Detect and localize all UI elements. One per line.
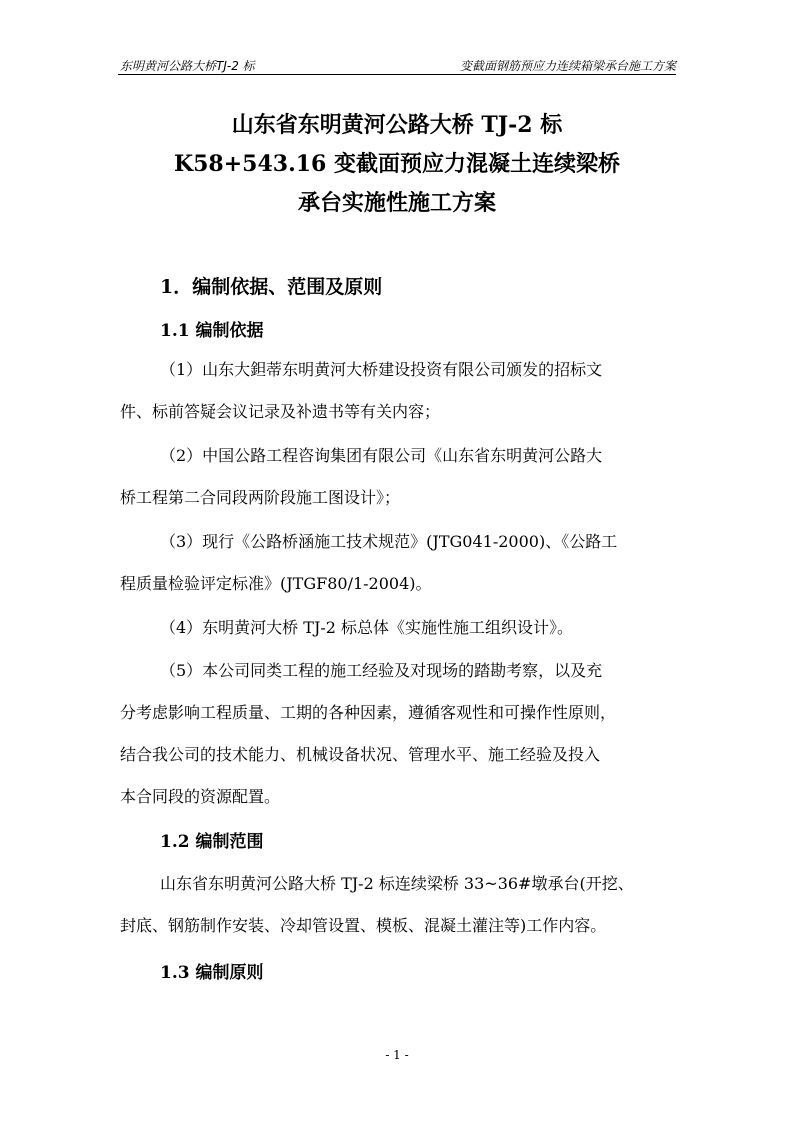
document-title-line-2: K58+543.16 变截面预应力混凝土连续梁桥 [173,151,621,177]
basis-item-4 [120,607,676,649]
basis-item-5 [120,650,676,818]
basis-item-5-line-4: 本合同段的资源配置。 [120,787,281,806]
basis-item-1 [120,349,676,433]
basis-item-5-line-1: （5）本公司同类工程的施工经验及对现场的踏勘考察，以及充 [160,661,603,680]
basis-item-2 [120,435,676,519]
header-divider [118,74,676,75]
header-left-text: 东明黄河公路大桥TJ-2 标 [120,59,255,73]
basis-item-2-line-1: （2）中国公路工程咨询集团有限公司《山东省东明黄河公路大 [160,446,603,465]
basis-item-3-line-1: （3）现行《公路桥涵施工技术规范》(JTG041-2000)、《公路工 [160,532,618,551]
basis-item-5-line-3: 结合我公司的技术能力、机械设备状况、管理水平、施工经验及投入 [120,745,601,764]
scope-line-1: 山东省东明黄河公路大桥 TJ-2 标连续梁桥 33~36#墩承台(开挖、 [160,874,634,893]
section-1-2-heading: 1.2 编制范围 [160,832,264,852]
basis-item-4-line-1: （4）东明黄河大桥 TJ-2 标总体《实施性施工组织设计》。 [160,618,574,637]
section-1-heading: 1．编制依据、范围及原则 [160,276,383,298]
header-right-text: 变截面钢筋预应力连续箱梁承台施工方案 [459,59,676,73]
document-title-line-3: 承台实施性施工方案 [297,190,496,216]
document-title-line-1: 山东省东明黄河公路大桥 TJ-2 标 [231,112,563,138]
scope-line-2: 封底、钢筋制作安装、冷却管设置、模板、混凝土灌注等)工作内容。 [120,916,607,935]
basis-item-3-line-2: 程质量检验评定标准》(JTGF80/1-2004)。 [120,574,432,593]
page-number: - 1 - [385,1048,409,1062]
basis-item-1-line-1: （1）山东大鉭蒂东明黄河大桥建设投资有限公司颁发的招标文 [160,360,603,379]
basis-item-1-line-2: 件、标前答疑会议记录及补遗书等有关内容； [120,402,441,421]
scope-paragraph [120,863,676,947]
section-1-1-heading: 1.1 编制依据 [160,321,264,341]
basis-item-2-line-2: 桥工程第二合同段两阶段施工图设计》； [120,488,401,507]
basis-item-3 [120,521,676,605]
basis-item-5-line-2: 分考虑影响工程质量、工期的各种因素，遵循客观性和可操作性原则， [120,703,617,722]
section-1-3-heading: 1.3 编制原则 [160,963,264,983]
